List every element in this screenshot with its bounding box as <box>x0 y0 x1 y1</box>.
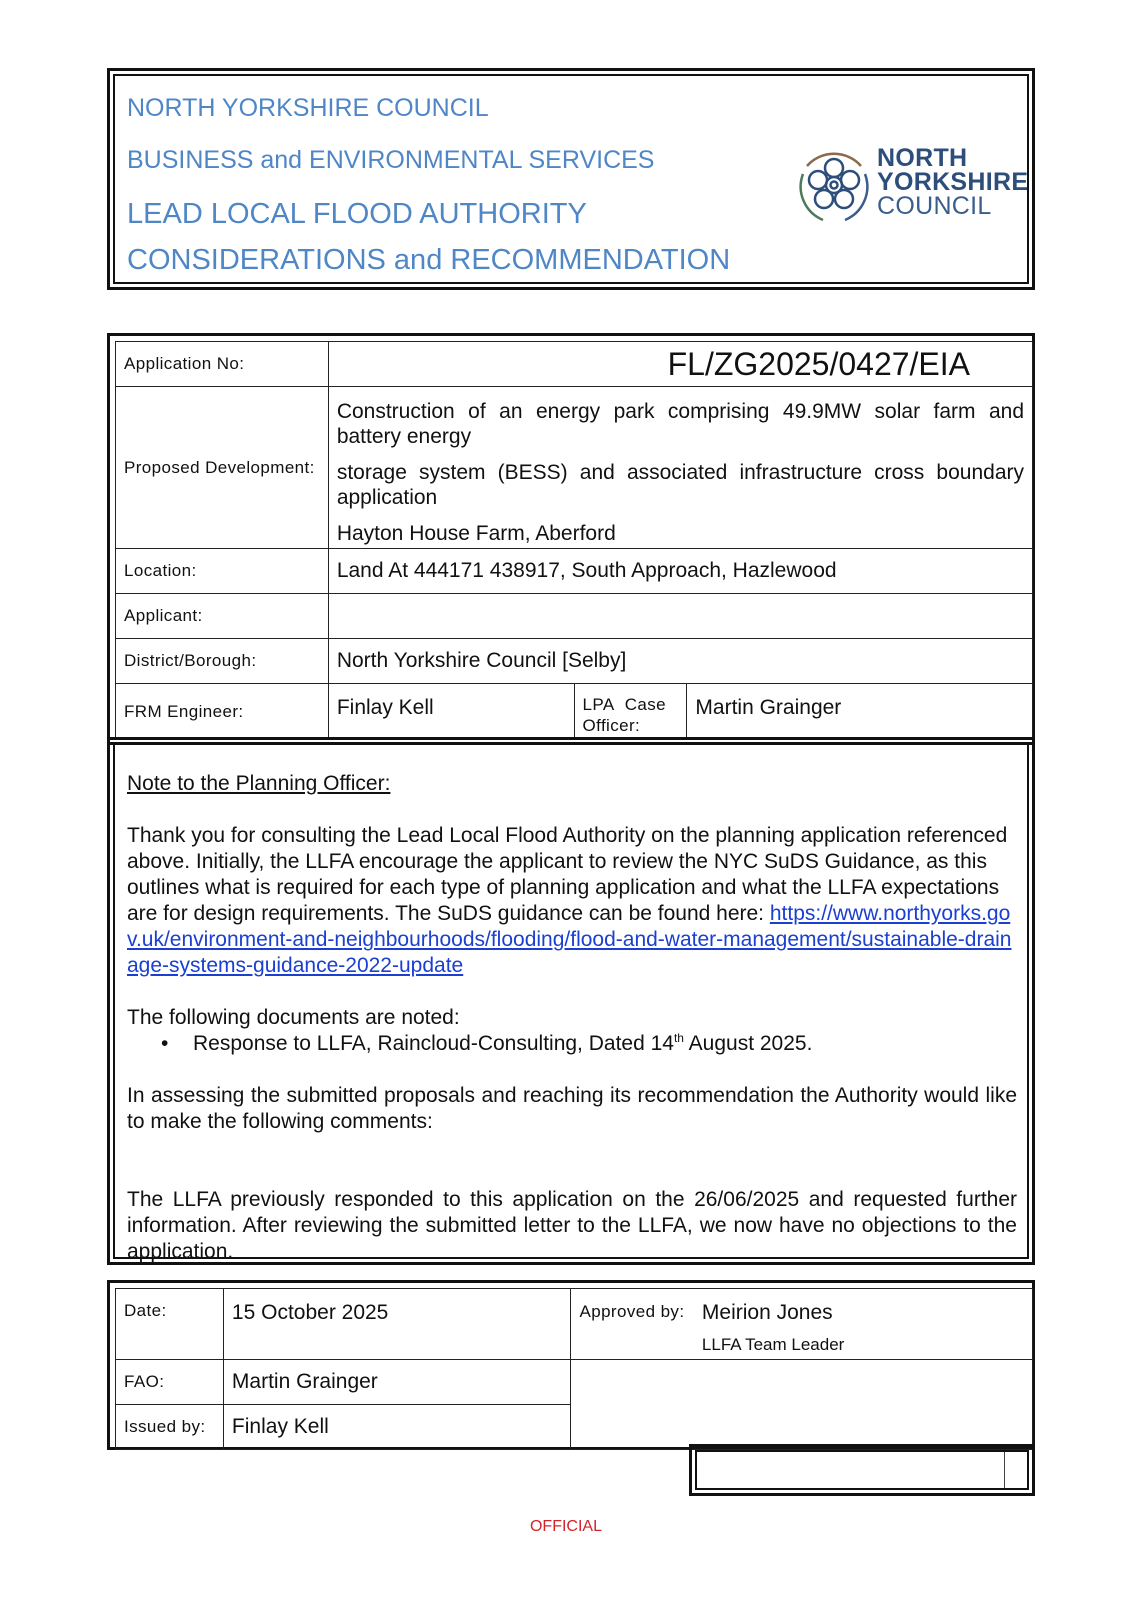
signoff-blank-cell <box>571 1360 1033 1450</box>
row-application-no <box>116 342 1033 387</box>
approved-by-cell <box>694 1289 1033 1360</box>
note-box <box>107 737 1035 1265</box>
note-paragraph-intro-text: Thank you for consulting the Lead Local Flood Authority on the planning application referenced above. Initially, the LLFA encourage the applicant to review the NYC SuDS Guidance, as this outlines what is required for each type of planning application and what the LLFA expectations are for design requirements. The SuDS guidance can be found here: <box>127 824 1008 925</box>
location-value: Land At 444171 438917, South Approach, Hazlewood <box>328 549 1032 594</box>
issued-by-label: Issued by: <box>116 1405 224 1450</box>
bullet-icon: • <box>161 1032 169 1055</box>
applicant-value <box>328 594 1032 639</box>
row-location <box>116 549 1033 594</box>
proposed-development-line3: Hayton House Farm, Aberford <box>336 522 616 545</box>
documents-intro: The following documents are noted: <box>127 1006 460 1029</box>
trailing-empty-box <box>689 1444 1035 1496</box>
logo-word-council: COUNCIL <box>877 192 992 220</box>
row-fao <box>116 1360 1033 1405</box>
assessment-intro: In assessing the submitted proposals and reaching its recommendation the Authority would like to make the following comments: <box>127 1084 1017 1133</box>
trailing-divider <box>1004 1452 1005 1488</box>
district-label: District/Borough: <box>116 639 329 684</box>
date-label: Date: <box>116 1289 224 1360</box>
council-logo <box>793 144 1033 230</box>
proposed-development-value <box>328 387 1032 549</box>
frm-engineer-value: Finlay Kell <box>328 684 574 740</box>
district-value: North Yorkshire Council [Selby] <box>328 639 1032 684</box>
fao-value: Martin Grainger <box>223 1360 571 1405</box>
issued-by-value: Finlay Kell <box>223 1405 571 1450</box>
suds-guidance-link[interactable]: https://www.northyorks.gov.uk/environment-and-neighbourhoods/flooding/flood-and-water-management/sustainable-drainage-systems-guidance-2022-update <box>127 902 1012 977</box>
logo-wordmark <box>877 146 1028 218</box>
location-label: Location: <box>116 549 329 594</box>
lpa-case-officer-label: LPA Case Officer: <box>574 684 687 740</box>
logo-word-north: NORTH <box>877 144 968 172</box>
application-no-label: Application No: <box>116 342 329 387</box>
note-heading: Note to the Planning Officer: <box>127 772 391 795</box>
row-engineer-officer <box>116 684 1033 740</box>
document-item-ordinal: th <box>673 1031 684 1045</box>
applicant-label: Applicant: <box>116 594 329 639</box>
application-details-box <box>107 333 1035 745</box>
application-no-value: FL/ZG2025/0427/EIA <box>328 342 1032 387</box>
date-value: 15 October 2025 <box>223 1289 571 1360</box>
approved-by-role: LLFA Team Leader <box>701 1335 845 1354</box>
logo-word-yorkshire: YORKSHIRE <box>877 168 1029 196</box>
signoff-box <box>107 1280 1035 1450</box>
row-district <box>116 639 1033 684</box>
proposed-development-label: Proposed Development: <box>116 387 329 549</box>
approved-by-name: Meirion Jones <box>701 1301 833 1324</box>
application-details-table <box>115 341 1033 740</box>
document-title-line1: LEAD LOCAL FLOOD AUTHORITY <box>127 198 587 230</box>
document-item-text: Response to LLFA, Raincloud-Consulting, Dated 14 <box>193 1032 674 1055</box>
document-item-text-end: August 2025. <box>683 1032 813 1055</box>
council-name: NORTH YORKSHIRE COUNCIL <box>127 94 489 122</box>
classification-marking: OFFICIAL <box>529 1518 602 1535</box>
signoff-inner-frame <box>113 1286 1029 1444</box>
fao-label: FAO: <box>116 1360 224 1405</box>
note-inner-frame <box>113 743 1029 1263</box>
document-list-item <box>127 1031 1017 1057</box>
proposed-development-line1: Construction of an energy park comprising 49.9MW solar farm and battery energy <box>336 400 1024 448</box>
yorkshire-rose-icon <box>793 144 875 226</box>
header-inner-frame <box>113 74 1029 284</box>
header-box <box>107 68 1035 290</box>
recommendation-paragraph: The LLFA previously responded to this application on the 26/06/2025 and requested further information. After reviewing the submitted letter to the LLFA, we now have no objections to the application. <box>127 1188 1017 1263</box>
row-date-approved <box>116 1289 1033 1360</box>
note-paragraph-intro <box>127 823 1017 979</box>
details-inner-frame <box>113 339 1029 739</box>
lpa-case-officer-value: Martin Grainger <box>687 684 1033 740</box>
frm-engineer-label: FRM Engineer: <box>116 684 329 740</box>
row-proposed-development <box>116 387 1033 549</box>
document-title-line2: CONSIDERATIONS and RECOMMENDATION <box>127 244 731 276</box>
trailing-inner-frame <box>695 1450 1029 1490</box>
row-applicant <box>116 594 1033 639</box>
signoff-table <box>115 1288 1033 1450</box>
proposed-development-line2: storage system (BESS) and associated infrastructure cross boundary application <box>336 461 1024 509</box>
approved-by-label: Approved by: <box>571 1289 694 1360</box>
note-body <box>127 771 1017 1265</box>
department-name: BUSINESS and ENVIRONMENTAL SERVICES <box>127 146 655 174</box>
